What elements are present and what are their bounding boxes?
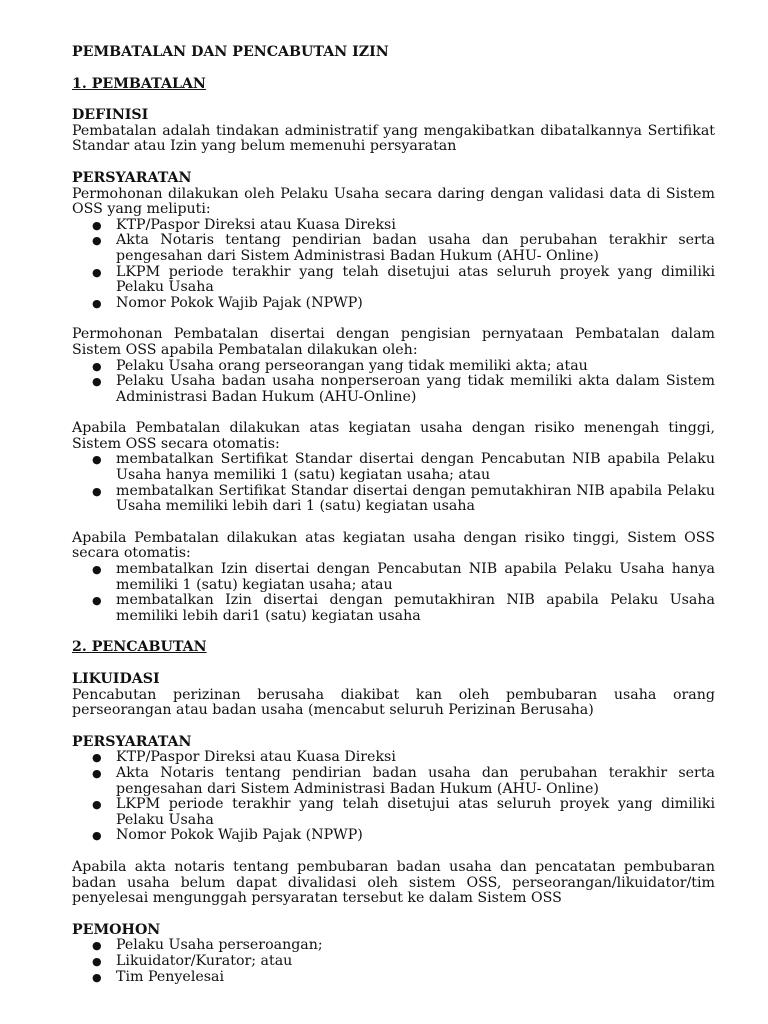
bullet-icon: ●: [92, 484, 102, 498]
bullet-icon: ●: [92, 594, 102, 608]
section-heading-pembatalan: 1. PEMBATALAN: [72, 75, 206, 92]
bullet-icon: ●: [92, 234, 102, 248]
list-item: ● Akta Notaris tentang pendirian badan usaha dan perubahan terakhir serta pengesahan dari Sistem Administrasi Badan Hukum (AHU- Online): [92, 764, 715, 797]
bullet-icon: ●: [92, 265, 102, 279]
pemohon-list: [72, 938, 715, 985]
persyaratan-list: [72, 218, 715, 312]
definisi-text: Pembatalan adalah tindakan administratif yang mengakibatkan dibatalkannya Sertifikat Standar atau Izin yang belum memenuhi persyaratan: [72, 122, 715, 155]
persyaratan-label: PERSYARATAN: [72, 169, 192, 186]
persyaratan-label-2: PERSYARATAN: [72, 733, 192, 750]
list-item: ● LKPM periode terakhir yang telah disetujui atas seluruh proyek yang dimiliki Pelaku Usaha: [92, 796, 715, 828]
akta-text: Apabila akta notaris tentang pembubaran badan usaha dan pencatatan pembubaran badan usaha belum dapat divalidasi oleh sistem OSS, perseorangan/likuidator/tim penyelesai mengunggah persyaratan tersebut ke dalam Sistem OSS: [72, 858, 715, 907]
menengah-intro: Apabila Pembatalan dilakukan atas kegiatan usaha dengan risiko menengah tinggi, Sistem OSS secara otomatis:: [72, 420, 715, 452]
definisi-label: DEFINISI: [72, 107, 149, 124]
tinggi-list: [72, 562, 715, 624]
section-heading-pencabutan: 2. PENCABUTAN: [72, 639, 207, 656]
document-content: [72, 45, 715, 985]
bullet-icon: ●: [92, 798, 102, 812]
bullet-icon: ●: [92, 766, 102, 780]
list-item: ● KTP/Paspor Direksi atau Kuasa Direksi: [92, 749, 396, 766]
bullet-icon: ●: [92, 970, 102, 984]
pernyataan-intro: Permohonan Pembatalan disertai dengan pengisian pernyataan Pembatalan dalam Sistem OSS apabila Pembatalan dilakukan oleh:: [72, 326, 715, 358]
bullet-icon: ●: [92, 954, 102, 968]
list-item: ● membatalkan Izin disertai dengan Pencabutan NIB apabila Pelaku Usaha hanya memiliki 1 (satu) kegiatan usaha; atau: [92, 561, 715, 593]
bullet-icon: ●: [92, 751, 102, 765]
bullet-icon: ●: [92, 359, 102, 373]
list-item: ● Pelaku Usaha perseroangan;: [92, 937, 323, 954]
tinggi-intro: Apabila Pembatalan dilakukan atas kegiatan usaha dengan risiko tinggi, Sistem OSS secara otomatis:: [72, 529, 715, 562]
list-item: ● Pelaku Usaha orang perseorangan yang tidak memiliki akta; atau: [92, 357, 588, 374]
bullet-icon: ●: [92, 453, 102, 467]
pemohon-label: PEMOHON: [72, 921, 161, 938]
bullet-icon: ●: [92, 218, 102, 232]
bullet-icon: ●: [92, 296, 102, 310]
list-item: ● membatalkan Sertifikat Standar disertai dengan pemutakhiran NIB apabila Pelaku Usaha memiliki lebih dari 1 (satu) kegiatan usaha: [92, 482, 715, 515]
list-item: ● membatalkan Izin disertai dengan pemutakhiran NIB apabila Pelaku Usaha memiliki lebih dari1 (satu) kegiatan usaha: [92, 592, 715, 624]
bullet-icon: ●: [92, 829, 102, 843]
persyaratan-list-2: [72, 750, 715, 844]
list-item: ● membatalkan Sertifikat Standar disertai dengan Pencabutan NIB apabila Pelaku Usaha hanya memiliki 1 (satu) kegiatan usaha; atau: [92, 451, 715, 484]
menengah-list: [72, 452, 715, 514]
persyaratan-intro: Permohonan dilakukan oleh Pelaku Usaha secara daring dengan validasi data di Sistem OSS yang meliputi:: [72, 185, 715, 218]
list-item: ● Akta Notaris tentang pendirian badan usaha dan perubahan terakhir serta pengesahan dari Sistem Administrasi Badan Hukum (AHU- Online): [92, 232, 715, 264]
bullet-icon: ●: [92, 563, 102, 577]
bullet-icon: ●: [92, 375, 102, 389]
list-item: ● Likuidator/Kurator; atau: [92, 952, 293, 969]
likuidasi-label: LIKUIDASI: [72, 671, 160, 687]
list-item: ● KTP/Paspor Direksi atau Kuasa Direksi: [92, 216, 396, 233]
list-item: ● Tim Penyelesai: [92, 968, 225, 985]
bullet-icon: ●: [92, 939, 102, 953]
list-item: ● Pelaku Usaha badan usaha nonperseroan yang tidak memiliki akta dalam Sistem Administrasi Badan Hukum (AHU-Online): [92, 373, 715, 405]
likuidasi-text: Pencabutan perizinan berusaha diakibat kan oleh pembubaran usaha orang perseorangan atau badan usaha (mencabut seluruh Perizinan Berusaha): [72, 686, 715, 719]
pernyataan-list: [72, 359, 715, 406]
list-item: ● LKPM periode terakhir yang telah disetujui atas seluruh proyek yang dimiliki Pelaku Usaha: [92, 263, 715, 296]
list-item: ● Nomor Pokok Wajib Pajak (NPWP): [92, 294, 363, 311]
document-title: PEMBATALAN DAN PENCABUTAN IZIN: [72, 44, 389, 60]
list-item: ● Nomor Pokok Wajib Pajak (NPWP): [92, 827, 363, 844]
